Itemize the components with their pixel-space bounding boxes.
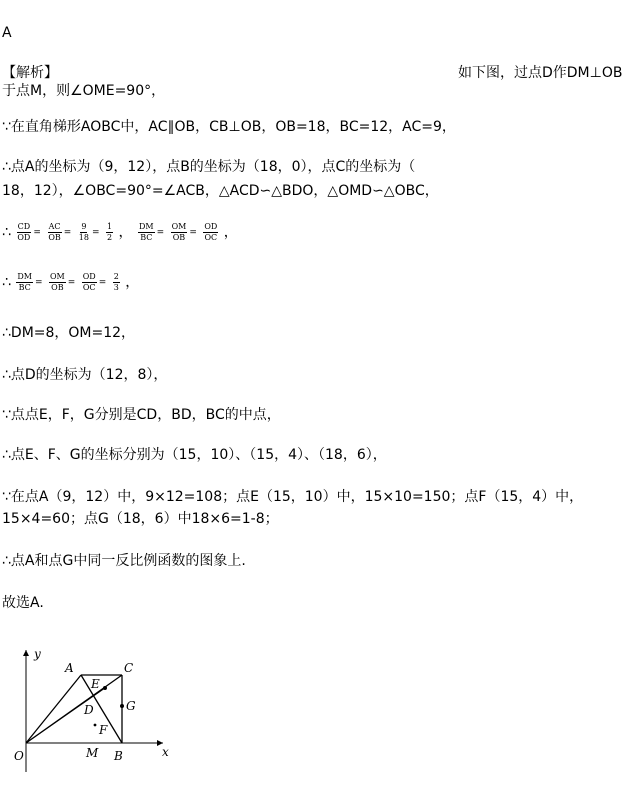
- analysis-intro-continued: 于点M，则∠OME=90°，: [2, 83, 166, 99]
- midpoints-statement: ∵点点E，F，G分别是CD，BD，BC的中点，: [2, 407, 281, 423]
- fraction-od-oc-2: $\frac{OD}{OC}$: [82, 272, 96, 292]
- fraction-od-oc: $\frac{OD}{OC}$: [204, 222, 218, 242]
- label-e: E: [91, 677, 100, 691]
- fraction-2-3: $\frac{2}{3}$: [113, 272, 119, 292]
- ratio-equation-1: ∴ $\frac{CD}{OD}$ = $\frac{AC}{OB}$ = $\frac{9}{18}$ = $\frac{1}{2}$ ， $\frac{DM}{BC}$ = $\frac{OM}{OB}$ = $\frac{OD}{OC}$ ，: [2, 222, 238, 242]
- conclusion: ∴点A和点G中同一反比例函数的图象上.: [2, 553, 246, 569]
- ratio1-separator: ，: [118, 224, 133, 241]
- label-y: y: [34, 647, 41, 661]
- ratio1-prefix: ∴: [2, 224, 11, 241]
- point-d-coordinate: ∴点D的坐标为（12，8），: [2, 367, 168, 383]
- label-g: G: [126, 699, 136, 713]
- products-line-2: 15×4=60；点G（18，6）中18×6=1-8；: [2, 511, 279, 527]
- answer-letter: A: [2, 25, 12, 41]
- fraction-om-ob-2: $\frac{OM}{OB}$: [49, 272, 65, 292]
- ratio2-tail: ，: [125, 274, 140, 291]
- analysis-intro-right: 如下图，过点D作DM⊥OB: [458, 65, 623, 81]
- given-conditions: ∵在直角梯形AOBC中，AC∥OB，CB⊥OB，OB=18，BC=12，AC=9，: [2, 119, 456, 135]
- label-a: A: [65, 661, 74, 675]
- fraction-9-18: $\frac{9}{18}$: [78, 222, 89, 242]
- label-f: F: [99, 723, 108, 737]
- fraction-ac-ob: $\frac{AC}{OB}$: [48, 222, 61, 242]
- analysis-heading: 【解析】: [2, 65, 58, 81]
- label-o: O: [14, 749, 24, 763]
- fraction-dm-bc: $\frac{DM}{BC}$: [138, 222, 154, 242]
- fraction-cd-od: $\frac{CD}{OD}$: [17, 222, 31, 242]
- efg-coordinates: ∴点E、F、G的坐标分别为（15，10）、（15，4）、（18，6），: [2, 447, 387, 463]
- segment-oa: [26, 675, 81, 743]
- label-d: D: [84, 703, 94, 717]
- ratio2-prefix: ∴: [2, 274, 11, 291]
- label-b: B: [114, 749, 123, 763]
- point-e: [103, 686, 107, 690]
- dm-om-values: ∴DM=8，OM=12，: [2, 325, 136, 341]
- geometry-figure: [8, 642, 183, 777]
- label-x: x: [162, 745, 169, 759]
- point-f: [94, 724, 97, 727]
- point-g: [120, 704, 124, 708]
- fraction-om-ob: $\frac{OM}{OB}$: [171, 222, 187, 242]
- products-line-1: ∵在点A（9，12）中，9×12=108；点E（15，10）中，15×10=150；点F（15，4）中，: [2, 489, 584, 505]
- ratio-equation-2: ∴ $\frac{DM}{BC}$ = $\frac{OM}{OB}$ = $\frac{OD}{OC}$ = $\frac{2}{3}$ ，: [2, 272, 140, 292]
- ratio1-tail: ，: [223, 224, 238, 241]
- final-choice: 故选A.: [2, 595, 44, 611]
- label-m: M: [86, 746, 99, 760]
- coordinates-line-1: ∴点A的坐标为（9，12），点B的坐标为（18，0），点C的坐标为（: [2, 159, 416, 175]
- coordinates-line-2: 18，12），∠OBC=90°=∠ACB，△ACD∽△BDO，△OMD∽△OBC，: [2, 183, 439, 199]
- fraction-dm-bc-2: $\frac{DM}{BC}$: [17, 272, 32, 292]
- label-c: C: [124, 661, 134, 675]
- fraction-1-2: $\frac{1}{2}$: [106, 222, 113, 242]
